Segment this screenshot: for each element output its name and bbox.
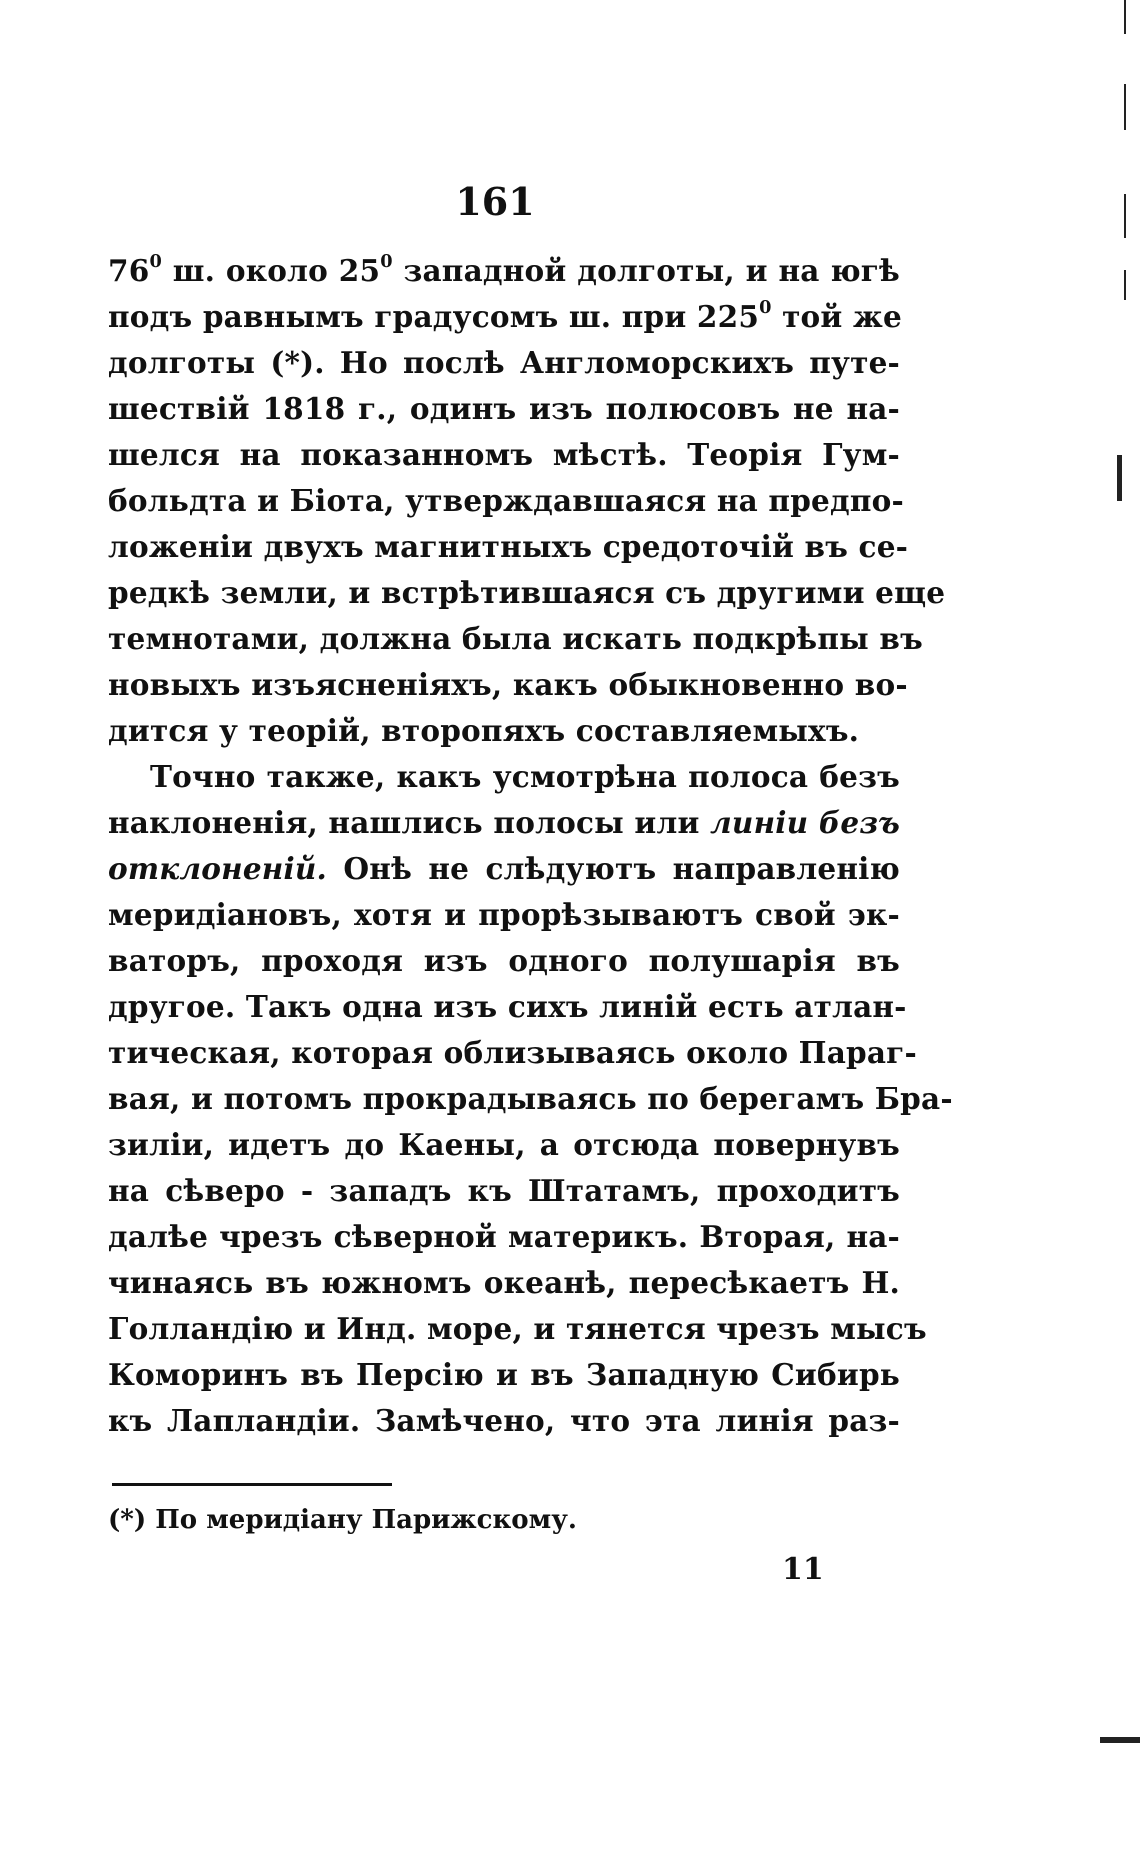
text-line [108, 1076, 953, 1122]
text-line [108, 524, 909, 570]
text-line [108, 386, 900, 432]
text-span: той же [771, 299, 902, 334]
text-line [108, 754, 900, 800]
text-line [108, 984, 907, 1030]
scan-artifact-line [1124, 270, 1126, 300]
text-line [108, 708, 900, 754]
text-span: западной долготы, и на югѣ [392, 253, 900, 288]
text-line [108, 892, 900, 938]
scan-artifact-dot [1117, 455, 1122, 501]
text-span: Голландію и Инд. море, и тянется чрезъ мысъ [108, 1311, 927, 1346]
text-line [108, 846, 900, 892]
text-span: зиліи, идетъ до Каены, а отсюда повернувъ [108, 1127, 900, 1162]
page-number: 161 [455, 179, 535, 224]
text-span: Точно также, какъ усмотрѣна полоса безъ [150, 759, 900, 794]
italic-term: отклоненій. [108, 851, 328, 886]
text-line [108, 616, 923, 662]
scan-artifact-line [1124, 0, 1126, 34]
text-line [108, 340, 900, 386]
text-span: далѣе чрезъ сѣверной материкъ. Вторая, на- [108, 1219, 900, 1254]
text-span: ложеніи двухъ магнитныхъ средоточій въ се- [108, 529, 909, 564]
text-line [108, 248, 900, 294]
text-line [108, 662, 908, 708]
text-span: наклоненія, нашлись полосы или [108, 805, 711, 840]
body-text [108, 248, 953, 1444]
text-span: тическая, которая облизываясь около Параг- [108, 1035, 917, 1070]
text-line [108, 938, 900, 984]
text-line [108, 1122, 900, 1168]
text-line [108, 1030, 917, 1076]
text-line [108, 1168, 900, 1214]
text-line [108, 1260, 900, 1306]
text-span: ш. около 25 [161, 253, 381, 288]
text-line [108, 432, 900, 478]
text-span: редкѣ земли, и встрѣтившаяся съ другими еще [108, 575, 946, 610]
text-span: на сѣверо - западъ къ Штатамъ, проходитъ [108, 1173, 900, 1208]
text-line [108, 570, 946, 616]
text-span: дится у теорій, второпяхъ составляемыхъ. [108, 713, 860, 748]
text-span: подъ равнымъ градусомъ ш. при 225 [108, 299, 760, 334]
text-line [108, 1214, 900, 1260]
scan-artifact-line [1124, 84, 1126, 130]
text-span: долготы (*). Но послѣ Англоморскихъ путе- [108, 345, 900, 380]
text-span: ваторъ, проходя изъ одного полушарія въ [108, 943, 900, 978]
superscript-degree: 0 [759, 296, 772, 318]
superscript-degree: 0 [380, 250, 393, 272]
text-span: шелся на показанномъ мѣстѣ. Теорія Гум- [108, 437, 900, 472]
italic-term: линіи безъ [710, 805, 900, 840]
text-span: Коморинъ въ Персію и въ Западную Сибирь [108, 1357, 900, 1392]
text-line [108, 1352, 900, 1398]
text-span: темнотами, должна была искать подкрѣпы въ [108, 621, 923, 656]
scan-artifact-dash [1100, 1737, 1140, 1743]
signature-mark: 11 [782, 1552, 824, 1587]
text-span: 76 [108, 253, 150, 288]
footnote-divider [112, 1483, 392, 1486]
text-span: меридіановъ, хотя и прорѣзываютъ свой эк- [108, 897, 900, 932]
text-line [108, 800, 900, 846]
text-span: вая, и потомъ прокрадываясь по берегамъ Бра- [108, 1081, 953, 1116]
text-span: Онѣ не слѣдуютъ направленію [327, 851, 900, 886]
text-line [108, 1306, 927, 1352]
text-span: къ Лапландіи. Замѣчено, что эта линія раз- [108, 1403, 900, 1438]
scan-artifact-line [1124, 194, 1126, 238]
superscript-degree: 0 [149, 250, 162, 272]
footnote: (*) По меридіану Парижскому. [108, 1505, 577, 1535]
text-line [108, 294, 900, 340]
text-line [108, 478, 904, 524]
text-span: чинаясь въ южномъ океанѣ, пересѣкаетъ Н. [108, 1265, 900, 1300]
text-line [108, 1398, 900, 1444]
text-span: новыхъ изъясненіяхъ, какъ обыкновенно во- [108, 667, 908, 702]
text-span: больдта и Біота, утверждавшаяся на предпо- [108, 483, 904, 518]
text-span: шествій 1818 г., одинъ изъ полюсовъ не на- [108, 391, 900, 426]
text-span: другое. Такъ одна изъ сихъ линій есть атлан- [108, 989, 907, 1024]
